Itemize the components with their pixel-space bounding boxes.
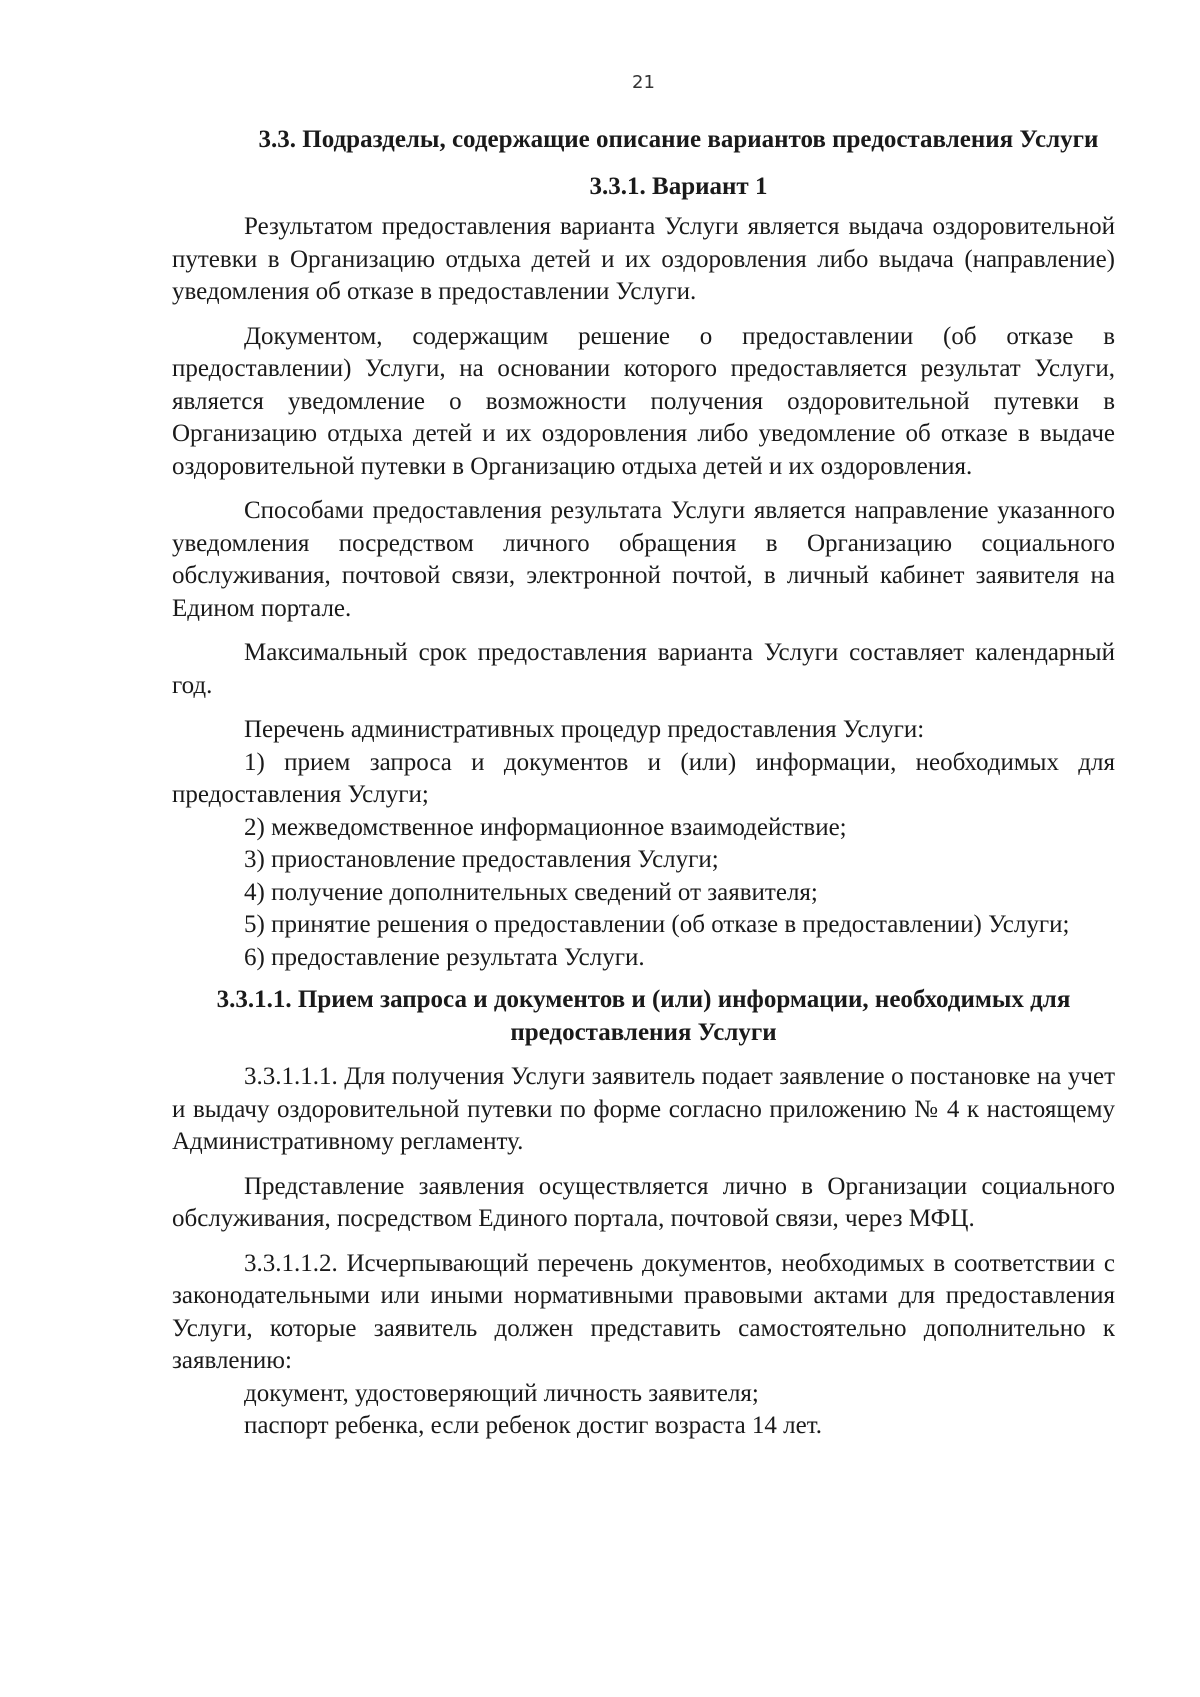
procedure-item: 4) получение дополнительных сведений от заявителя;: [244, 878, 818, 906]
paragraph-submission: Представление заявления осуществляется лично в Организации социального обслуживания, посредством Единого портала, почтовой связи, через МФЦ.: [172, 1172, 1115, 1232]
procedure-item: 5) принятие решения о предоставлении (об отказе в предоставлении) Услуги;: [244, 911, 1070, 938]
paragraph-max-term: Максимальный срок предоставления варианта Услуги составляет календарный год.: [172, 639, 1115, 699]
required-document-item: паспорт ребенка, если ребенок достиг возраста 14 лет.: [244, 1412, 823, 1439]
required-document-item: документ, удостоверяющий личность заявителя;: [244, 1379, 759, 1407]
procedure-item: 6) предоставление результата Услуги.: [244, 943, 645, 971]
procedure-item: 2) межведомственное информационное взаимодействие;: [244, 813, 847, 841]
procedures-list: [172, 714, 1115, 974]
paragraph-document-list: 3.3.1.1.2. Исчерпывающий перечень документов, необходимых в соответствии с законодательными или иными нормативными правовыми актами для предоставления Услуги, которые заявитель должен представить самостоятельно дополнительно к заявлению:: [172, 1249, 1115, 1374]
document-body: [172, 124, 1115, 1443]
subsection-heading: 3.3.1.1. Прием запроса и документов и (или) информации, необходимых для предоставления Услуги: [216, 986, 1071, 1046]
paragraph-application: 3.3.1.1.1. Для получения Услуги заявитель подает заявление о постановке на учет и выдачу оздоровительной путевки по форме согласно приложению № 4 к настоящему Административному регламенту.: [172, 1063, 1115, 1155]
paragraph-decision-document: Документом, содержащим решение о предоставлении (об отказе в предоставлении) Услуги, на основании которого предоставляется результат Услуги, является уведомление о возможности получения оздоровительной путевки в Организацию отдыха детей и их оздоровления либо уведомление об отказе в выдаче оздоровительной путевки в Организацию отдыха детей и их оздоровления.: [172, 322, 1115, 480]
paragraph-result: Результатом предоставления варианта Услуги является выдача оздоровительной путевки в Организацию отдыха детей и их оздоровления либо выдача (направление) уведомления об отказе в предоставлении Услуги.: [172, 213, 1115, 305]
procedure-item: 3) приостановление предоставления Услуги;: [244, 846, 719, 873]
variant-heading: 3.3.1. Вариант 1: [589, 172, 768, 200]
procedure-item: 1) прием запроса и документов и (или) информации, необходимых для предоставления Услуги;: [172, 748, 1115, 808]
paragraph-delivery-methods: Способами предоставления результата Услуги является направление указанного уведомления посредством личного обращения в Организацию социального обслуживания, почтовой связи, электронной почтой, в личный кабинет заявителя на Едином портале.: [172, 497, 1115, 622]
page-number: 21: [632, 72, 655, 93]
procedures-intro: Перечень административных процедур предоставления Услуги:: [244, 716, 925, 743]
section-heading: 3.3. Подразделы, содержащие описание вариантов предоставления Услуги: [258, 126, 1099, 153]
